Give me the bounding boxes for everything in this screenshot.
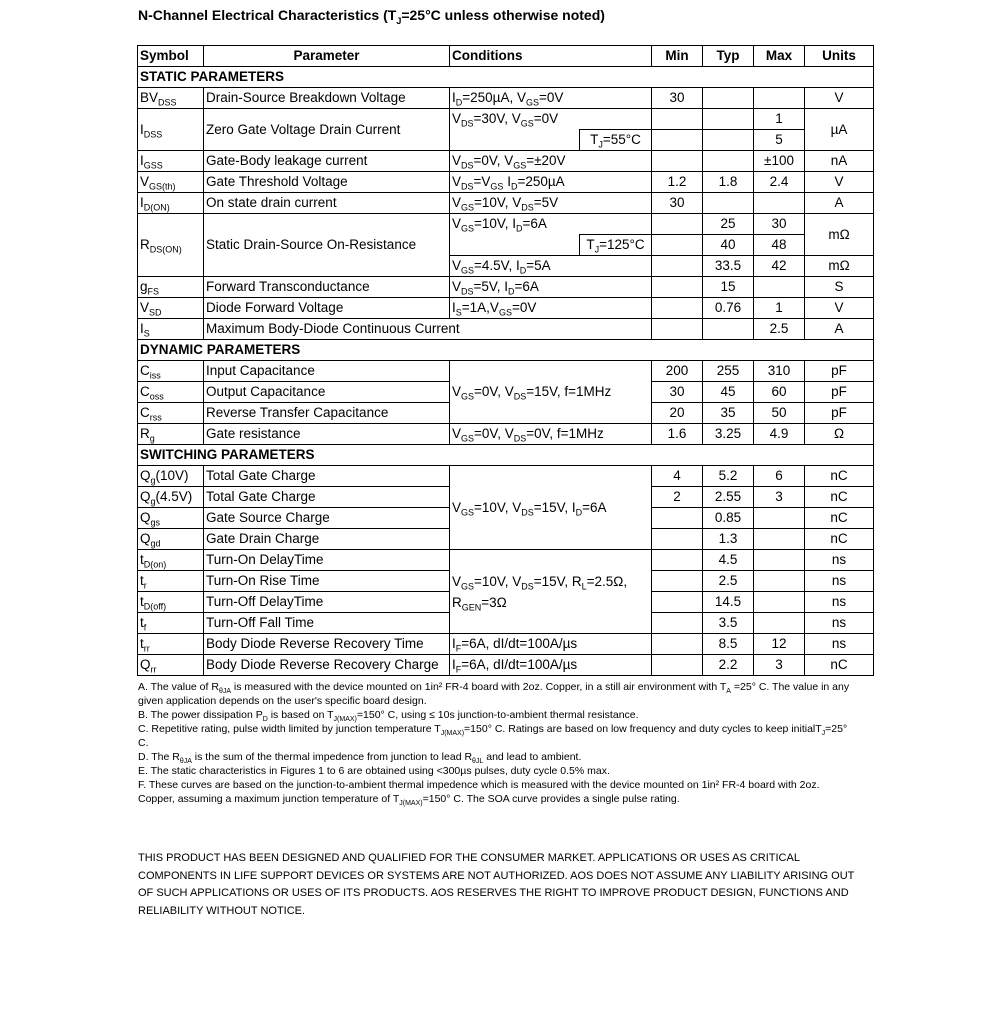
typ-cell: 14.5 — [703, 592, 754, 613]
max-cell: 48 — [754, 235, 805, 256]
header-conditions: Conditions — [450, 46, 652, 67]
section-row — [138, 340, 874, 361]
tj-condition-cell: $T_J=125^\circ C$ — [580, 235, 652, 256]
conditions-cell: $I_S=1A,V_{GS}=0V$ — [450, 298, 652, 319]
min-cell — [652, 592, 703, 613]
symbol-cell: $C_{rss}$ — [138, 403, 204, 424]
typ-cell: 2.55 — [703, 487, 754, 508]
unit-cell: nA — [805, 151, 874, 172]
parameter-cell: Turn-Off DelayTime — [204, 592, 450, 613]
parameter-cell: Turn-On Rise Time — [204, 571, 450, 592]
typ-cell: 35 — [703, 403, 754, 424]
min-cell — [652, 256, 703, 277]
parameter-cell: Gate Threshold Voltage — [204, 172, 450, 193]
min-cell: 4 — [652, 466, 703, 487]
max-cell: ±100 — [754, 151, 805, 172]
section-dynamic: DYNAMIC PARAMETERS — [138, 340, 874, 361]
conditions-cell: $V_{DS}=30V$, $V_{GS}=0V$ — [450, 109, 652, 130]
typ-cell: 33.5 — [703, 256, 754, 277]
unit-cell: nC — [805, 487, 874, 508]
unit-cell: pF — [805, 382, 874, 403]
parameter-cell: Gate Drain Charge — [204, 529, 450, 550]
typ-cell: 255 — [703, 361, 754, 382]
parameter-cell: On state drain current — [204, 193, 450, 214]
unit-cell: A — [805, 193, 874, 214]
header-parameter: Parameter — [204, 46, 450, 67]
conditions-cell: $V_{GS}=10V$, $V_{DS}=5V$ — [450, 193, 652, 214]
unit-cell: ns — [805, 592, 874, 613]
min-cell — [652, 319, 703, 340]
max-cell: 4.9 — [754, 424, 805, 445]
typ-cell: 5.2 — [703, 466, 754, 487]
parameter-cell: Gate-Body leakage current — [204, 151, 450, 172]
unit-cell: mΩ — [805, 256, 874, 277]
page-title: N-Channel Electrical Characteristics ($T_J=25^\circ C$ unless otherwise noted) — [138, 7, 605, 26]
parameter-cell: Forward Transconductance — [204, 277, 450, 298]
table-header-row — [138, 46, 874, 67]
unit-cell: µA — [805, 109, 874, 151]
note-c: C. Repetitive rating, pulse width limited by junction temperature $T_{J(MAX)}=150^\circ$ C. Ratings are based on low frequency and duty cycles to keep initialT$_J$=25° C. — [138, 723, 848, 749]
unit-cell: ns — [805, 550, 874, 571]
conditions-cell: $V_{GS}=0V$, $V_{DS}=0V$, f=1MHz — [450, 424, 652, 445]
parameter-cell: Diode Forward Voltage — [204, 298, 450, 319]
symbol-cell: $t_r$ — [138, 571, 204, 592]
unit-cell: S — [805, 277, 874, 298]
typ-cell: 1.3 — [703, 529, 754, 550]
symbol-cell: $C_{iss}$ — [138, 361, 204, 382]
note-d: D. The $R_{\theta JA}$ is the sum of the thermal impedence from junction to lead $R_{\theta JL}$ and lead to ambient. — [138, 751, 582, 766]
typ-cell: 15 — [703, 277, 754, 298]
max-cell: 1 — [754, 298, 805, 319]
min-cell — [652, 550, 703, 571]
max-cell: 6 — [754, 466, 805, 487]
min-cell — [652, 634, 703, 655]
min-cell — [652, 214, 703, 235]
typ-cell — [703, 193, 754, 214]
section-row — [138, 67, 874, 88]
conditions-spacer — [450, 235, 580, 256]
table-row — [138, 361, 874, 382]
table-row — [138, 319, 874, 340]
note-f: F. These curves are based on the junction-to-ambient thermal impedence which is measured with the device mounted on 1in² FR-4 board with 2oz. Copper, assuming a maximum junction temperature of $T_{J(MAX)}=150^\circ$ C. The SOA curve provides a single pulse rating. — [138, 779, 820, 808]
typ-cell: 40 — [703, 235, 754, 256]
min-cell — [652, 508, 703, 529]
conditions-spacer — [450, 130, 580, 151]
table-row — [138, 655, 874, 676]
max-cell: 2.4 — [754, 172, 805, 193]
parameter-cell: Drain-Source Breakdown Voltage — [204, 88, 450, 109]
unit-cell: Ω — [805, 424, 874, 445]
table-row — [138, 634, 874, 655]
min-cell — [652, 235, 703, 256]
unit-cell: pF — [805, 403, 874, 424]
conditions-cell: $V_{DS}=V_{GS}$ $I_D=250\mu A$ — [450, 172, 652, 193]
max-cell: 3 — [754, 655, 805, 676]
typ-cell: 25 — [703, 214, 754, 235]
table-row — [138, 466, 874, 487]
min-cell — [652, 130, 703, 151]
max-cell — [754, 613, 805, 634]
typ-cell: 3.5 — [703, 613, 754, 634]
typ-cell — [703, 88, 754, 109]
min-cell — [652, 529, 703, 550]
unit-cell: nC — [805, 655, 874, 676]
typ-cell — [703, 130, 754, 151]
max-cell — [754, 529, 805, 550]
max-cell: 2.5 — [754, 319, 805, 340]
max-cell: 1 — [754, 109, 805, 130]
unit-cell: V — [805, 172, 874, 193]
unit-cell: A — [805, 319, 874, 340]
typ-cell: 3.25 — [703, 424, 754, 445]
header-max: Max — [754, 46, 805, 67]
unit-cell: ns — [805, 571, 874, 592]
table-row — [138, 424, 874, 445]
conditions-cell: $V_{GS}=4.5V$, $I_D=5A$ — [450, 256, 652, 277]
symbol-cell: $I_{GSS}$ — [138, 151, 204, 172]
symbol-cell: $t_{D(on)}$ — [138, 550, 204, 571]
table-row — [138, 550, 874, 571]
parameter-cell: Turn-Off Fall Time — [204, 613, 450, 634]
min-cell: 1.6 — [652, 424, 703, 445]
unit-cell: nC — [805, 529, 874, 550]
table-row — [138, 172, 874, 193]
table-row — [138, 214, 874, 235]
symbol-cell: $Q_g(4.5V)$ — [138, 487, 204, 508]
max-cell: 12 — [754, 634, 805, 655]
max-cell: 42 — [754, 256, 805, 277]
symbol-cell: $Q_{rr}$ — [138, 655, 204, 676]
min-cell: 30 — [652, 193, 703, 214]
parameter-cell: Gate resistance — [204, 424, 450, 445]
min-cell: 30 — [652, 88, 703, 109]
footnotes — [138, 680, 858, 806]
note-e: E. The static characteristics in Figures 1 to 6 are obtained using <300µs pulses, duty cycle 0.5% max. — [138, 765, 610, 777]
symbol-cell: $Q_g(10V)$ — [138, 466, 204, 487]
parameter-cell: Turn-On DelayTime — [204, 550, 450, 571]
conditions-cell: $I_F=6A$, dI/dt=100A/µs — [450, 634, 652, 655]
max-cell — [754, 277, 805, 298]
conditions-cell: $V_{GS}=10V$, $V_{DS}=15V$, $R_L=2.5\Omega$, $R_{GEN}=3\Omega$ — [450, 550, 652, 634]
note-a: A. The value of $R_{\theta JA}$ is measured with the device mounted on 1in² FR-4 board with 2oz. Copper, in a still air environment with $T_A =25^\circ$ C. The value in any given application depends on the user's specific board design. — [138, 681, 850, 707]
parameter-cell: Body Diode Reverse Recovery Charge — [204, 655, 450, 676]
note-b: B. The power dissipation $P_D$ is based on $T_{J(MAX)}=150^\circ$ C, using ≤ 10s junction-to-ambient thermal resistance. — [138, 709, 639, 724]
typ-cell — [703, 319, 754, 340]
table-row — [138, 277, 874, 298]
parameter-cell: Reverse Transfer Capacitance — [204, 403, 450, 424]
table-row — [138, 109, 874, 130]
unit-cell: nC — [805, 466, 874, 487]
max-cell: 30 — [754, 214, 805, 235]
max-cell: 60 — [754, 382, 805, 403]
header-typ: Typ — [703, 46, 754, 67]
max-cell — [754, 193, 805, 214]
max-cell — [754, 550, 805, 571]
symbol-cell: $I_{D(ON)}$ — [138, 193, 204, 214]
min-cell — [652, 151, 703, 172]
table-row — [138, 151, 874, 172]
parameter-cell: Maximum Body-Diode Continuous Current — [204, 319, 652, 340]
header-units: Units — [805, 46, 874, 67]
symbol-cell: $t_f$ — [138, 613, 204, 634]
symbol-cell: $C_{oss}$ — [138, 382, 204, 403]
electrical-characteristics-table — [137, 45, 874, 676]
min-cell — [652, 571, 703, 592]
conditions-cell: $I_F=6A$, dI/dt=100A/µs — [450, 655, 652, 676]
unit-cell: ns — [805, 613, 874, 634]
unit-cell: mΩ — [805, 214, 874, 256]
typ-cell: 8.5 — [703, 634, 754, 655]
typ-cell: 2.5 — [703, 571, 754, 592]
section-row — [138, 445, 874, 466]
symbol-cell: $Q_{gs}$ — [138, 508, 204, 529]
symbol-cell: $t_{D(off)}$ — [138, 592, 204, 613]
header-symbol: Symbol — [138, 46, 204, 67]
typ-cell: 1.8 — [703, 172, 754, 193]
table-row — [138, 88, 874, 109]
unit-cell: pF — [805, 361, 874, 382]
unit-cell: V — [805, 88, 874, 109]
parameter-cell: Total Gate Charge — [204, 487, 450, 508]
parameter-cell: Zero Gate Voltage Drain Current — [204, 109, 450, 151]
typ-cell — [703, 151, 754, 172]
table-row — [138, 193, 874, 214]
min-cell — [652, 298, 703, 319]
table-row — [138, 298, 874, 319]
conditions-cell: $V_{GS}=10V$, $I_D=6A$ — [450, 214, 652, 235]
max-cell: 3 — [754, 487, 805, 508]
conditions-cell: $V_{GS}=0V$, $V_{DS}=15V$, f=1MHz — [450, 361, 652, 424]
symbol-cell: $V_{GS(th)}$ — [138, 172, 204, 193]
symbol-cell: $I_S$ — [138, 319, 204, 340]
section-static: STATIC PARAMETERS — [138, 67, 874, 88]
typ-cell: 0.76 — [703, 298, 754, 319]
min-cell — [652, 277, 703, 298]
typ-cell: 4.5 — [703, 550, 754, 571]
conditions-cell: $V_{DS}=5V$, $I_D=6A$ — [450, 277, 652, 298]
typ-cell — [703, 109, 754, 130]
symbol-cell: $R_{DS(ON)}$ — [138, 214, 204, 277]
min-cell — [652, 655, 703, 676]
min-cell: 20 — [652, 403, 703, 424]
max-cell — [754, 88, 805, 109]
parameter-cell: Total Gate Charge — [204, 466, 450, 487]
min-cell — [652, 613, 703, 634]
max-cell: 50 — [754, 403, 805, 424]
disclaimer: THIS PRODUCT HAS BEEN DESIGNED AND QUALIFIED FOR THE CONSUMER MARKET. APPLICATIONS OR USES AS CRITICAL COMPONENTS IN LIFE SUPPORT DEVICES OR SYSTEMS ARE NOT AUTHORIZED. AOS DOES NOT ASSUME ANY LIABILITY ARISING OUT OF SUCH APPLICATIONS OR USES OF ITS PRODUCTS. AOS RESERVES THE RIGHT TO IMPROVE PRODUCT DESIGN, FUNCTIONS AND RELIABILITY WITHOUT NOTICE. — [138, 852, 855, 917]
max-cell — [754, 571, 805, 592]
symbol-cell: $g_{FS}$ — [138, 277, 204, 298]
typ-cell: 0.85 — [703, 508, 754, 529]
max-cell — [754, 508, 805, 529]
parameter-cell: Static Drain-Source On-Resistance — [204, 214, 450, 277]
parameter-cell: Body Diode Reverse Recovery Time — [204, 634, 450, 655]
header-min: Min — [652, 46, 703, 67]
parameter-cell: Output Capacitance — [204, 382, 450, 403]
section-switching: SWITCHING PARAMETERS — [138, 445, 874, 466]
min-cell: 1.2 — [652, 172, 703, 193]
tj-condition-cell: $T_J=55^\circ C$ — [580, 130, 652, 151]
typ-cell: 45 — [703, 382, 754, 403]
max-cell: 5 — [754, 130, 805, 151]
conditions-cell: $V_{DS}=0V$, $V_{GS}=\pm 20V$ — [450, 151, 652, 172]
symbol-cell: $t_{rr}$ — [138, 634, 204, 655]
typ-cell: 2.2 — [703, 655, 754, 676]
min-cell: 30 — [652, 382, 703, 403]
symbol-cell: $R_g$ — [138, 424, 204, 445]
conditions-cell: $I_D=250\mu A$, $V_{GS}=0V$ — [450, 88, 652, 109]
max-cell: 310 — [754, 361, 805, 382]
min-cell: 2 — [652, 487, 703, 508]
parameter-cell: Input Capacitance — [204, 361, 450, 382]
min-cell: 200 — [652, 361, 703, 382]
symbol-cell: $V_{SD}$ — [138, 298, 204, 319]
symbol-cell: $BV_{DSS}$ — [138, 88, 204, 109]
min-cell — [652, 109, 703, 130]
unit-cell: nC — [805, 508, 874, 529]
unit-cell: V — [805, 298, 874, 319]
unit-cell: ns — [805, 634, 874, 655]
symbol-cell: $I_{DSS}$ — [138, 109, 204, 151]
symbol-cell: $Q_{gd}$ — [138, 529, 204, 550]
parameter-cell: Gate Source Charge — [204, 508, 450, 529]
conditions-cell: $V_{GS}=10V$, $V_{DS}=15V$, $I_D=6A$ — [450, 466, 652, 550]
max-cell — [754, 592, 805, 613]
